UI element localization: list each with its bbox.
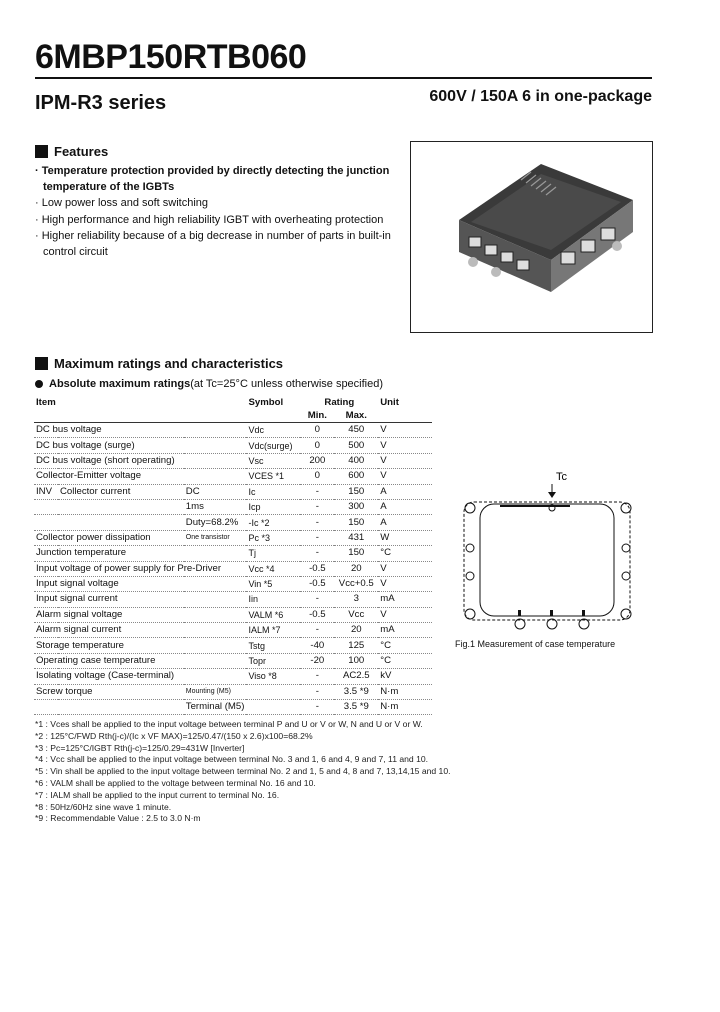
cell-min: - <box>300 684 334 699</box>
cell-unit: mA <box>378 592 432 607</box>
bullet-dot-icon <box>35 380 43 388</box>
cell-sub: DC <box>184 484 247 499</box>
cell-min: - <box>300 669 334 684</box>
cell-max: 400 <box>334 453 378 468</box>
cell-min: -20 <box>300 653 334 668</box>
cell-item: Storage temperature <box>34 638 246 653</box>
footnote: *9 : Recommendable Value : 2.5 to 3.0 N·m <box>35 813 201 824</box>
cell-item: Input voltage of power supply for Pre-Driver <box>34 561 246 576</box>
cell-unit: V <box>378 423 432 438</box>
footnote: *1 : Vces shall be applied to the input voltage between terminal P and U or V or W, N and U or V or W. <box>35 719 423 729</box>
header-max: Max. <box>334 409 378 423</box>
cell-item: DC bus voltage (surge) <box>34 438 246 453</box>
cell-item: Operating case temperature <box>34 653 246 668</box>
cell-item: Alarm signal current <box>34 623 246 638</box>
footnote: *8 : 50Hz/60Hz sine wave 1 minute. <box>35 801 172 812</box>
cell-max: 125 <box>334 638 378 653</box>
cell-min: - <box>300 592 334 607</box>
abs-max-subheading: Absolute maximum ratings(at Tc=25°C unless otherwise specified) <box>35 378 383 390</box>
tc-label: Tc <box>556 471 567 483</box>
cell-blank <box>34 515 184 530</box>
ratings-table <box>34 396 432 715</box>
footnote: *7 : IALM shall be applied to the input current to terminal No. 16. <box>35 789 280 800</box>
cell-unit: N·m <box>378 684 432 699</box>
cell-item: Collector power dissipation <box>34 530 184 545</box>
cell-max: 500 <box>334 438 378 453</box>
section-bullet-icon <box>35 145 48 158</box>
table-row <box>34 438 432 453</box>
table-row <box>34 607 432 622</box>
ipm-module-image <box>411 142 652 332</box>
cell-min: -0.5 <box>300 561 334 576</box>
case-temp-figure <box>440 468 652 648</box>
cell-max: 150 <box>334 484 378 499</box>
table-row <box>34 515 432 530</box>
cell-symbol: Icp <box>246 499 300 514</box>
cell-min: - <box>300 623 334 638</box>
package-rating: 600V / 150A 6 in one-package <box>429 88 652 105</box>
table-row <box>34 700 432 715</box>
feature-item: · Temperature protection provided by directly detecting the junction temperature of the IGBTs <box>35 165 390 194</box>
cell-min: - <box>300 484 334 499</box>
table-row <box>34 623 432 638</box>
cell-unit: kV <box>378 669 432 684</box>
footnote: *5 : Vin shall be applied to the input voltage between terminal No. 2 and 1, 5 and 4, 8 and 7, 13,14,15 and 10. <box>35 766 451 777</box>
cell-unit: V <box>378 576 432 591</box>
table-header-row <box>34 396 432 409</box>
cell-min: 200 <box>300 453 334 468</box>
cell-item: DC bus voltage (short operating) <box>34 453 246 468</box>
cell-blank <box>34 700 184 715</box>
cell-min: -0.5 <box>300 607 334 622</box>
table-row <box>34 684 432 699</box>
header-symbol: Symbol <box>248 396 284 408</box>
table-row <box>34 469 432 484</box>
figure-caption: Fig.1 Measurement of case temperature <box>455 639 616 649</box>
cell-max: 150 <box>334 546 378 561</box>
footnote: *2 : 125°C/FWD Rth(j-c)/(Ic x VF MAX)=125/0.47/(150 x 2.6)x100=68.2% <box>35 730 313 741</box>
cell-unit: W <box>378 530 432 545</box>
cell-item: Alarm signal voltage <box>34 607 246 622</box>
cell-symbol: Iin <box>246 592 300 607</box>
cell-symbol: Vcc *4 <box>246 561 300 576</box>
cell-unit: V <box>378 469 432 484</box>
cell-max: 20 <box>334 561 378 576</box>
cell-group: INV <box>34 484 58 499</box>
cell-unit: °C <box>378 546 432 561</box>
cell-min: -0.5 <box>300 576 334 591</box>
cell-max: AC2.5 <box>334 669 378 684</box>
feature-item: · High performance and high reliability IGBT with overheating protection <box>35 213 384 226</box>
section-bullet-icon <box>35 357 48 370</box>
cell-symbol: Tj <box>246 546 300 561</box>
cell-unit: A <box>378 484 432 499</box>
header-rating: Rating <box>324 396 355 408</box>
cell-sub: One transistor <box>184 530 247 545</box>
table-row <box>34 499 432 514</box>
header-item: Item <box>36 396 56 408</box>
cell-item: Input signal voltage <box>34 576 246 591</box>
module-outline-drawing <box>440 468 652 648</box>
footnote: *4 : Vcc shall be applied to the input voltage between terminal No. 3 and 1, 6 and 4, 9 and 7, 11 and 10. <box>35 754 429 765</box>
features-heading: Features <box>35 144 108 159</box>
cell-unit: V <box>378 607 432 622</box>
cell-min: - <box>300 546 334 561</box>
cell-unit: °C <box>378 653 432 668</box>
cell-item: Junction temperature <box>34 546 246 561</box>
cell-max: Vcc <box>334 607 378 622</box>
cell-min: -40 <box>300 638 334 653</box>
header-blank <box>378 409 432 423</box>
cell-sub: Terminal (M5) <box>184 700 247 715</box>
cell-symbol: Topr <box>246 653 300 668</box>
cell-min: - <box>300 530 334 545</box>
cell-item: Collector-Emitter voltage <box>34 469 246 484</box>
title-rule <box>35 77 652 79</box>
cell-symbol <box>246 684 300 699</box>
cell-symbol: Viso *8 <box>246 669 300 684</box>
cell-blank <box>34 499 184 514</box>
cell-item: Input signal current <box>34 592 246 607</box>
cell-unit: N·m <box>378 700 432 715</box>
cell-symbol <box>246 700 300 715</box>
table-row <box>34 546 432 561</box>
cell-min: 0 <box>300 438 334 453</box>
cell-unit: V <box>378 453 432 468</box>
table-subheader-row <box>34 409 432 423</box>
cell-symbol: IALM *7 <box>246 623 300 638</box>
cell-item: Collector current <box>58 484 184 499</box>
cell-sub: Duty=68.2% <box>184 515 247 530</box>
cell-max: 20 <box>334 623 378 638</box>
cell-symbol: Vdc <box>246 423 300 438</box>
cell-symbol: Tstg <box>246 638 300 653</box>
cell-max: 150 <box>334 515 378 530</box>
cell-unit: V <box>378 561 432 576</box>
feature-item: · Low power loss and soft switching <box>35 197 209 210</box>
cell-max: Vcc+0.5 <box>334 576 378 591</box>
cell-max: 300 <box>334 499 378 514</box>
part-number: 6MBP150RTB060 <box>35 38 307 76</box>
cell-symbol: Vsc <box>246 453 300 468</box>
footnote: *3 : Pc=125°C/IGBT Rth(j-c)=125/0.29=431W [Inverter] <box>35 742 245 753</box>
cell-max: 100 <box>334 653 378 668</box>
cell-symbol: Ic <box>246 484 300 499</box>
header-blank <box>34 409 300 423</box>
cell-unit: A <box>378 515 432 530</box>
cell-symbol: -Ic *2 <box>246 515 300 530</box>
cell-max: 3 <box>334 592 378 607</box>
cell-unit: mA <box>378 623 432 638</box>
table-row <box>34 592 432 607</box>
series-name: IPM-R3 series <box>35 92 167 114</box>
table-row <box>34 669 432 684</box>
features-list <box>35 163 405 260</box>
cell-max: 450 <box>334 423 378 438</box>
cell-min: - <box>300 700 334 715</box>
cell-min: - <box>300 499 334 514</box>
max-ratings-heading: Maximum ratings and characteristics <box>35 356 283 371</box>
cell-min: - <box>300 515 334 530</box>
header-unit: Unit <box>380 396 399 408</box>
feature-item: · Higher reliability because of a big decrease in number of parts in built-in control circuit <box>35 229 391 259</box>
table-row <box>34 638 432 653</box>
cell-max: 600 <box>334 469 378 484</box>
cell-item: DC bus voltage <box>34 423 246 438</box>
cell-symbol: Pc *3 <box>246 530 300 545</box>
table-row <box>34 484 432 499</box>
table-row <box>34 530 432 545</box>
cell-min: 0 <box>300 469 334 484</box>
table-row <box>34 576 432 591</box>
footnotes <box>35 719 451 825</box>
cell-max: 3.5 *9 <box>334 700 378 715</box>
table-row <box>34 423 432 438</box>
cell-unit: V <box>378 438 432 453</box>
table-row <box>34 653 432 668</box>
table-row <box>34 453 432 468</box>
header-min: Min. <box>300 409 334 423</box>
cell-max: 431 <box>334 530 378 545</box>
product-photo <box>410 141 653 333</box>
cell-sub: Mounting (M5) <box>184 684 247 699</box>
cell-unit: °C <box>378 638 432 653</box>
cell-item: Screw torque <box>34 684 184 699</box>
cell-sub: 1ms <box>184 499 247 514</box>
cell-unit: A <box>378 499 432 514</box>
cell-symbol: Vdc(surge) <box>246 438 300 453</box>
table-row <box>34 561 432 576</box>
cell-min: 0 <box>300 423 334 438</box>
cell-max: 3.5 *9 <box>334 684 378 699</box>
cell-symbol: Vin *5 <box>246 576 300 591</box>
cell-symbol: VCES *1 <box>246 469 300 484</box>
cell-item: Isolating voltage (Case-terminal) <box>34 669 246 684</box>
cell-symbol: VALM *6 <box>246 607 300 622</box>
footnote: *6 : VALM shall be applied to the voltage between terminal No. 16 and 10. <box>35 777 316 788</box>
